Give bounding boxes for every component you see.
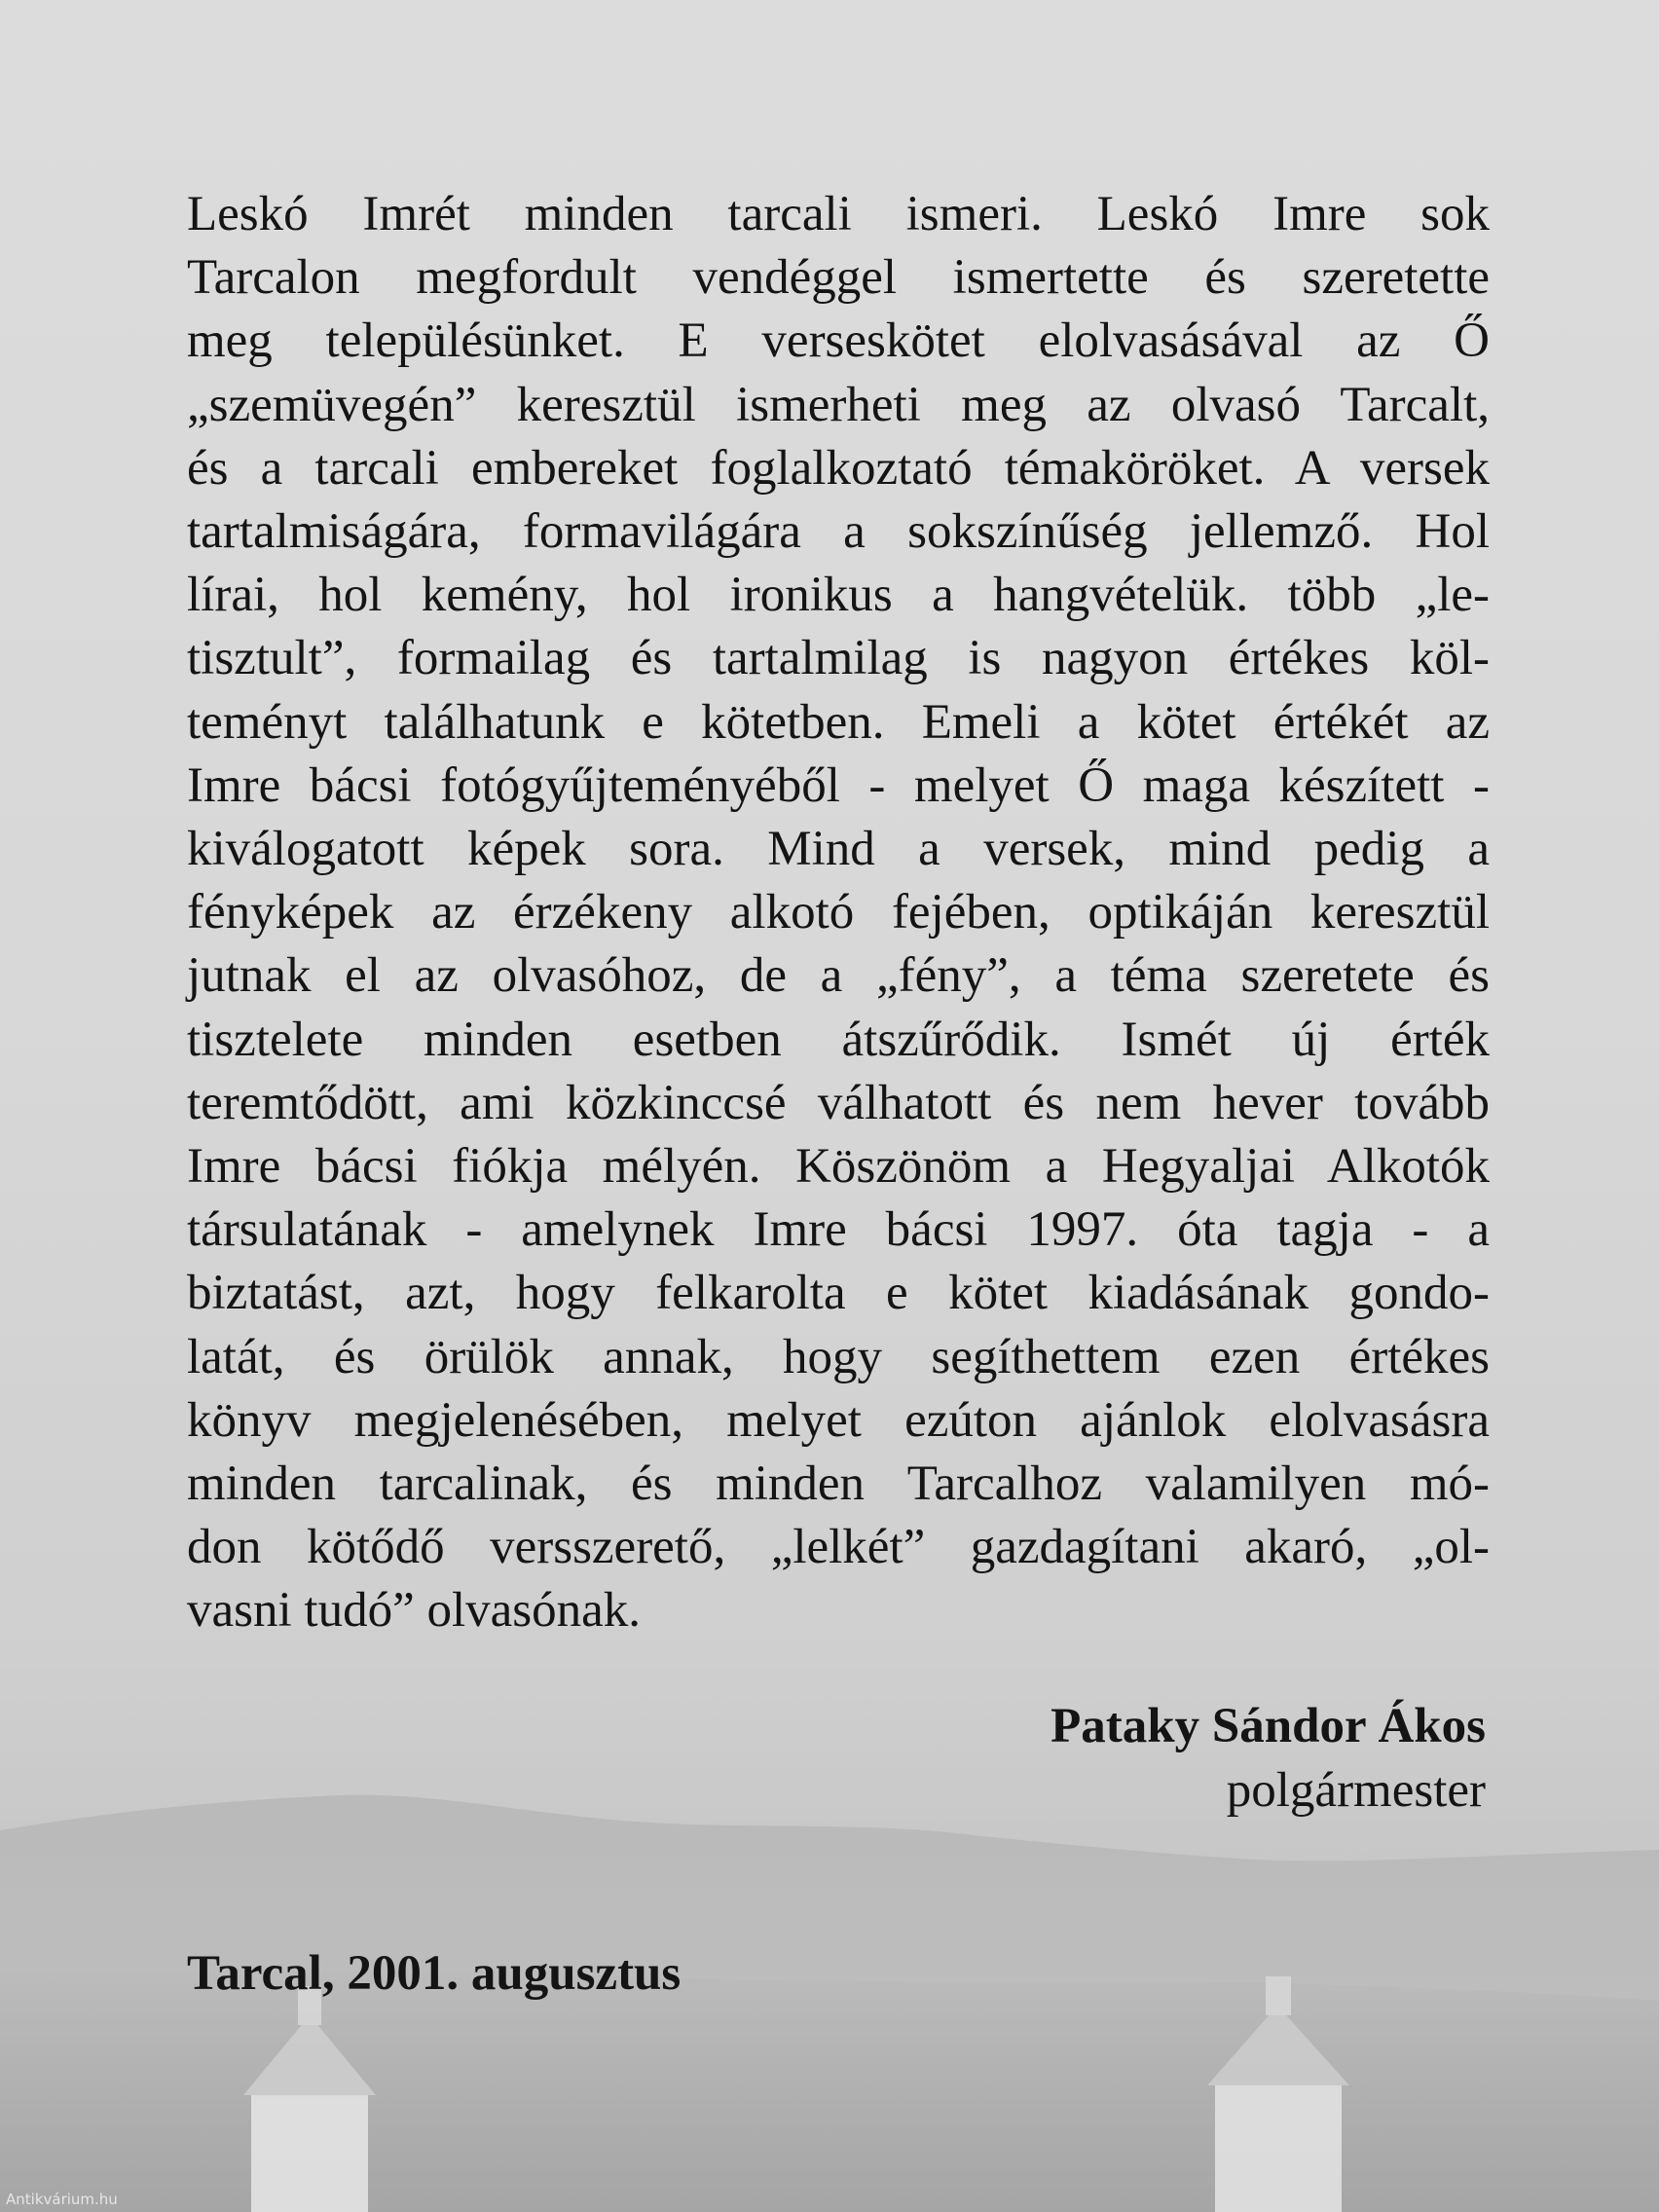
text-line: társulatának - amelynek Imre bácsi 1997. óta tagja - a <box>187 1202 1490 1258</box>
text-line: biztatást, azt, hogy felkarolta e kötet kiadásának gondo- <box>187 1266 1490 1321</box>
text-line: teremtődött, ami közkinccsé válhatott és nem hever tovább <box>187 1075 1490 1130</box>
text-line: Imre bácsi fotógyűjteményéből - melyet Ő maga készített - <box>187 757 1490 813</box>
text-line: fényképek az érzékeny alkotó fejében, optikáján keresztül <box>187 885 1490 940</box>
text-line: vasni tudó” olvasónak. <box>187 1583 641 1639</box>
text-line: és a tarcali embereket foglalkoztató témaköröket. A versek <box>187 440 1490 496</box>
text-line: Tarcalon megfordult vendéggel ismertette és szeretette <box>187 250 1490 306</box>
text-line: kiválogatott képek sora. Mind a versek, mind pedig a <box>187 822 1490 877</box>
place-and-date: Tarcal, 2001. augusztus <box>187 1946 682 2001</box>
text-line: Leskó Imrét minden tarcali ismeri. Leskó Imre sok <box>187 187 1490 241</box>
text-line: lírai, hol kemény, hol ironikus a hangvételük. több „le- <box>187 568 1490 623</box>
signature-title: polgármester <box>1226 1763 1486 1818</box>
signature-name: Pataky Sándor Ákos <box>1051 1699 1486 1753</box>
text-line: teményt találhatunk e kötetben. Emeli a kötet értékét az <box>187 694 1490 750</box>
watermark: Antikvárium.hu <box>6 2191 118 2208</box>
text-line: Imre bácsi fiókja mélyén. Köszönöm a Hegyaljai Alkotók <box>187 1139 1490 1195</box>
text-line: könyv megjelenésében, melyet ezúton ajánlok elolvasásra <box>187 1392 1490 1448</box>
text-line: tisztult”, formailag és tartalmilag is nagyon értékes köl- <box>187 631 1490 686</box>
text-line: jutnak el az olvasóhoz, de a „fény”, a téma szeretete és <box>187 948 1490 1004</box>
text-line: latát, és örülök annak, hogy segíthettem ezen értékes <box>187 1329 1490 1384</box>
text-line: tartalmiságára, formavilágára a sokszínűség jellemző. Hol <box>187 504 1490 560</box>
foreword-text <box>187 183 1490 1643</box>
text-line: „szemüvegén” keresztül ismerheti meg az olvasó Tarcalt, <box>187 377 1490 432</box>
signature-block <box>1051 1694 1486 1823</box>
text-line: don kötődő versszerető, „lelkét” gazdagítani akaró, „ol- <box>187 1520 1490 1575</box>
text-line: minden tarcalinak, és minden Tarcalhoz valamilyen mó- <box>187 1456 1490 1512</box>
text-line: meg településünket. E verseskötet elolvasásával az Ő <box>187 313 1490 369</box>
text-line: tisztelete minden esetben átszűrődik. Ismét új érték <box>187 1012 1490 1067</box>
